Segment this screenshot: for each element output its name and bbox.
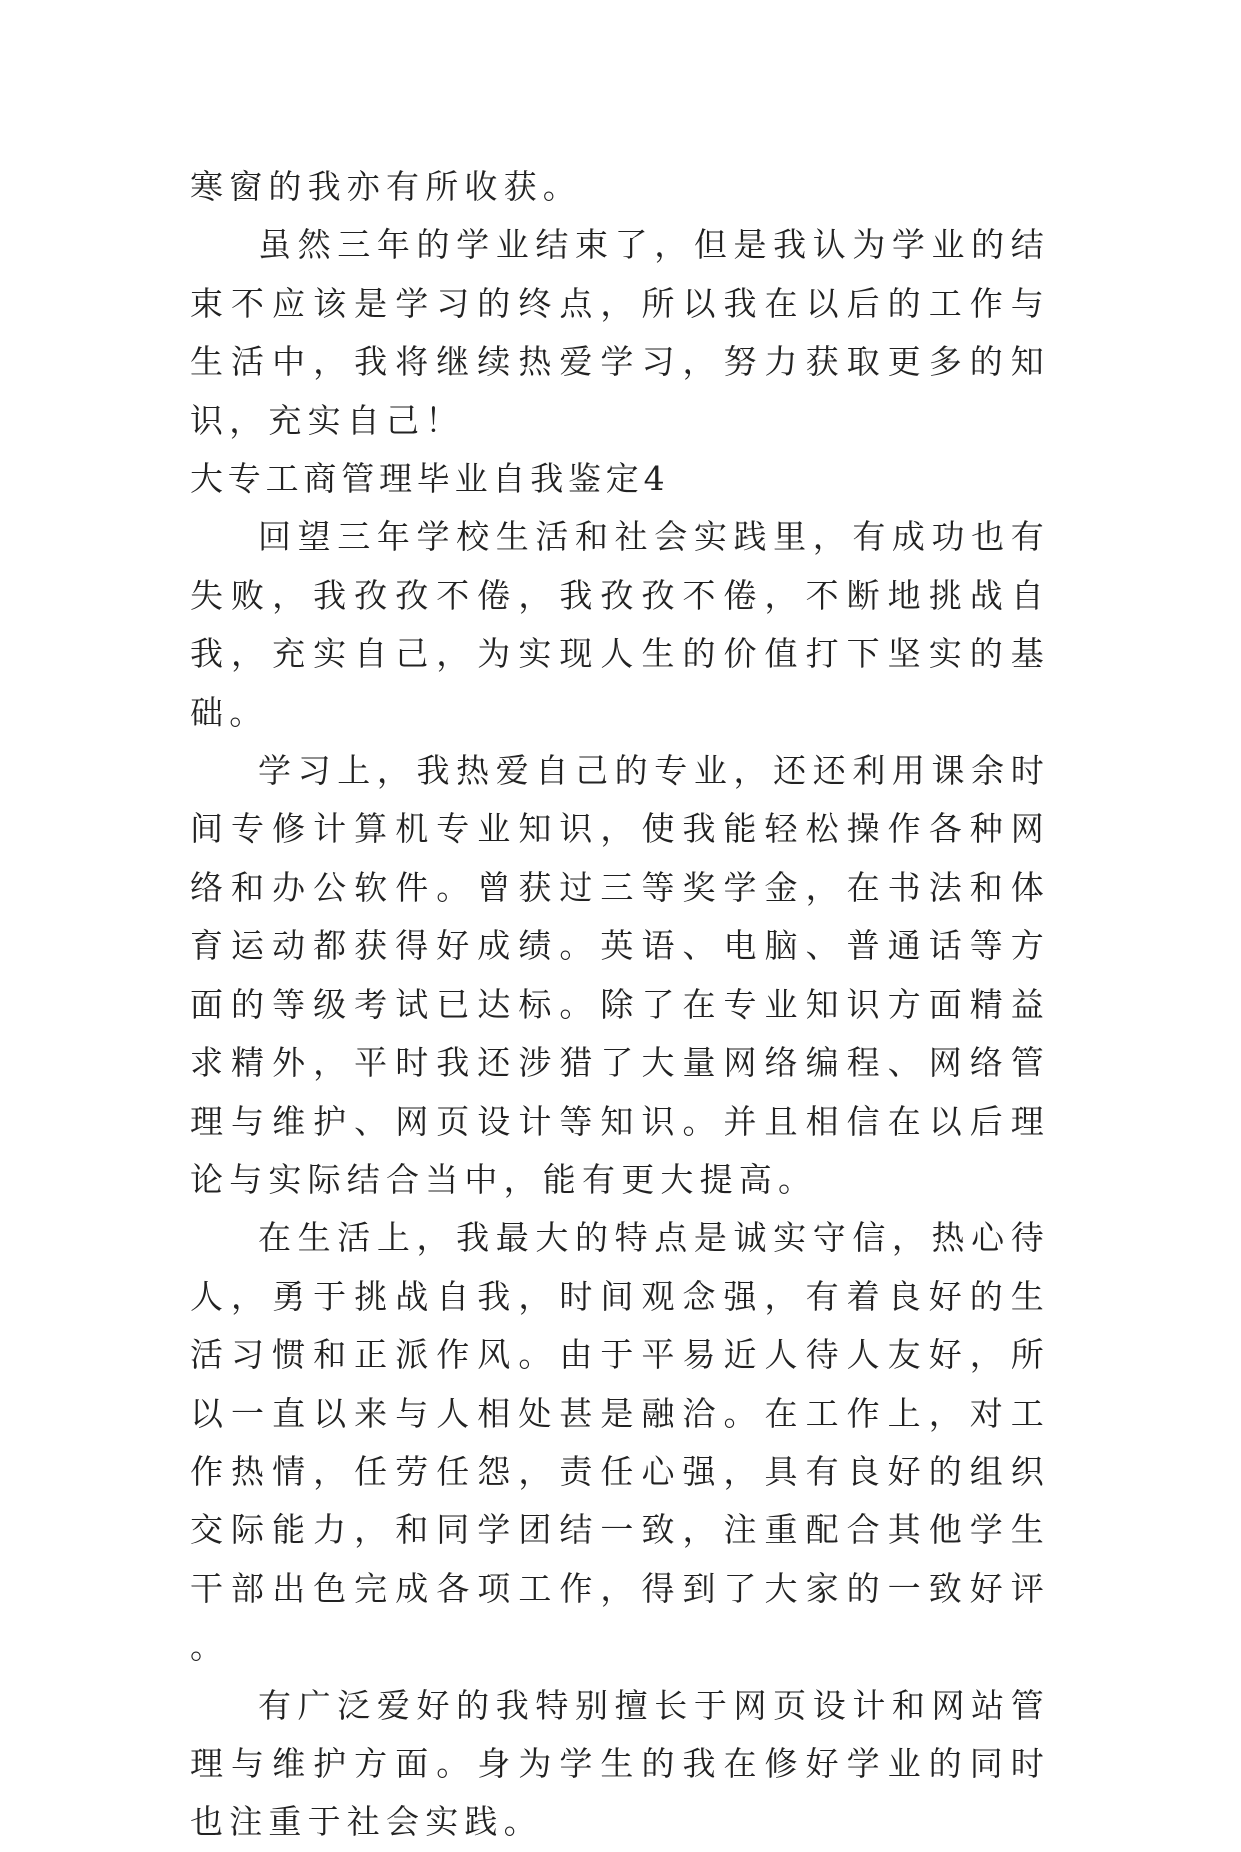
document-body — [190, 158, 1050, 1852]
paragraph-life: 在生活上，我最大的特点是诚实守信，热心待人，勇于挑战自我，时间观念强，有着良好的生活习惯和正派作风。由于平易近人待人友好，所以一直以来与人相处甚是融洽。在工作上，对工作热情，任劳任怨，责任心强，具有良好的组织交际能力，和同学团结一致，注重配合其他学生干部出色完成各项工作，得到了大家的一致好评。 — [190, 1218, 1050, 1667]
paragraph-study: 学习上，我热爱自己的专业，还还利用课余时间专修计算机专业知识，使我能轻松操作各种网络和办公软件。曾获过三等奖学金，在书法和体育运动都获得好成绩。英语、电脑、普通话等方面的等级考试已达标。除了在专业知识方面精益求精外，平时我还涉猎了大量网络编程、网络管理与维护、网页设计等知识。并且相信在以后理论与实际结合当中，能有更大提高。 — [190, 751, 1050, 1199]
paragraph-intro: 回望三年学校生活和社会实践里，有成功也有失败，我孜孜不倦，我孜孜不倦，不断地挑战自我，充实自己，为实现人生的价值打下坚实的基础。 — [190, 517, 1050, 732]
section-title: 大专工商管理毕业自我鉴定4 — [190, 459, 670, 499]
paragraph-conclusion: 虽然三年的学业结束了，但是我认为学业的结束不应该是学习的终点，所以我在以后的工作与生活中，我将继续热爱学习，努力获取更多的知识，充实自己！ — [190, 225, 1050, 440]
paragraph-hobbies: 有广泛爱好的我特别擅长于网页设计和网站管理与维护方面。身为学生的我在修好学业的同时也注重于社会实践。 — [190, 1685, 1050, 1842]
paragraph-continuation: 寒窗的我亦有所收获。 — [190, 167, 582, 206]
